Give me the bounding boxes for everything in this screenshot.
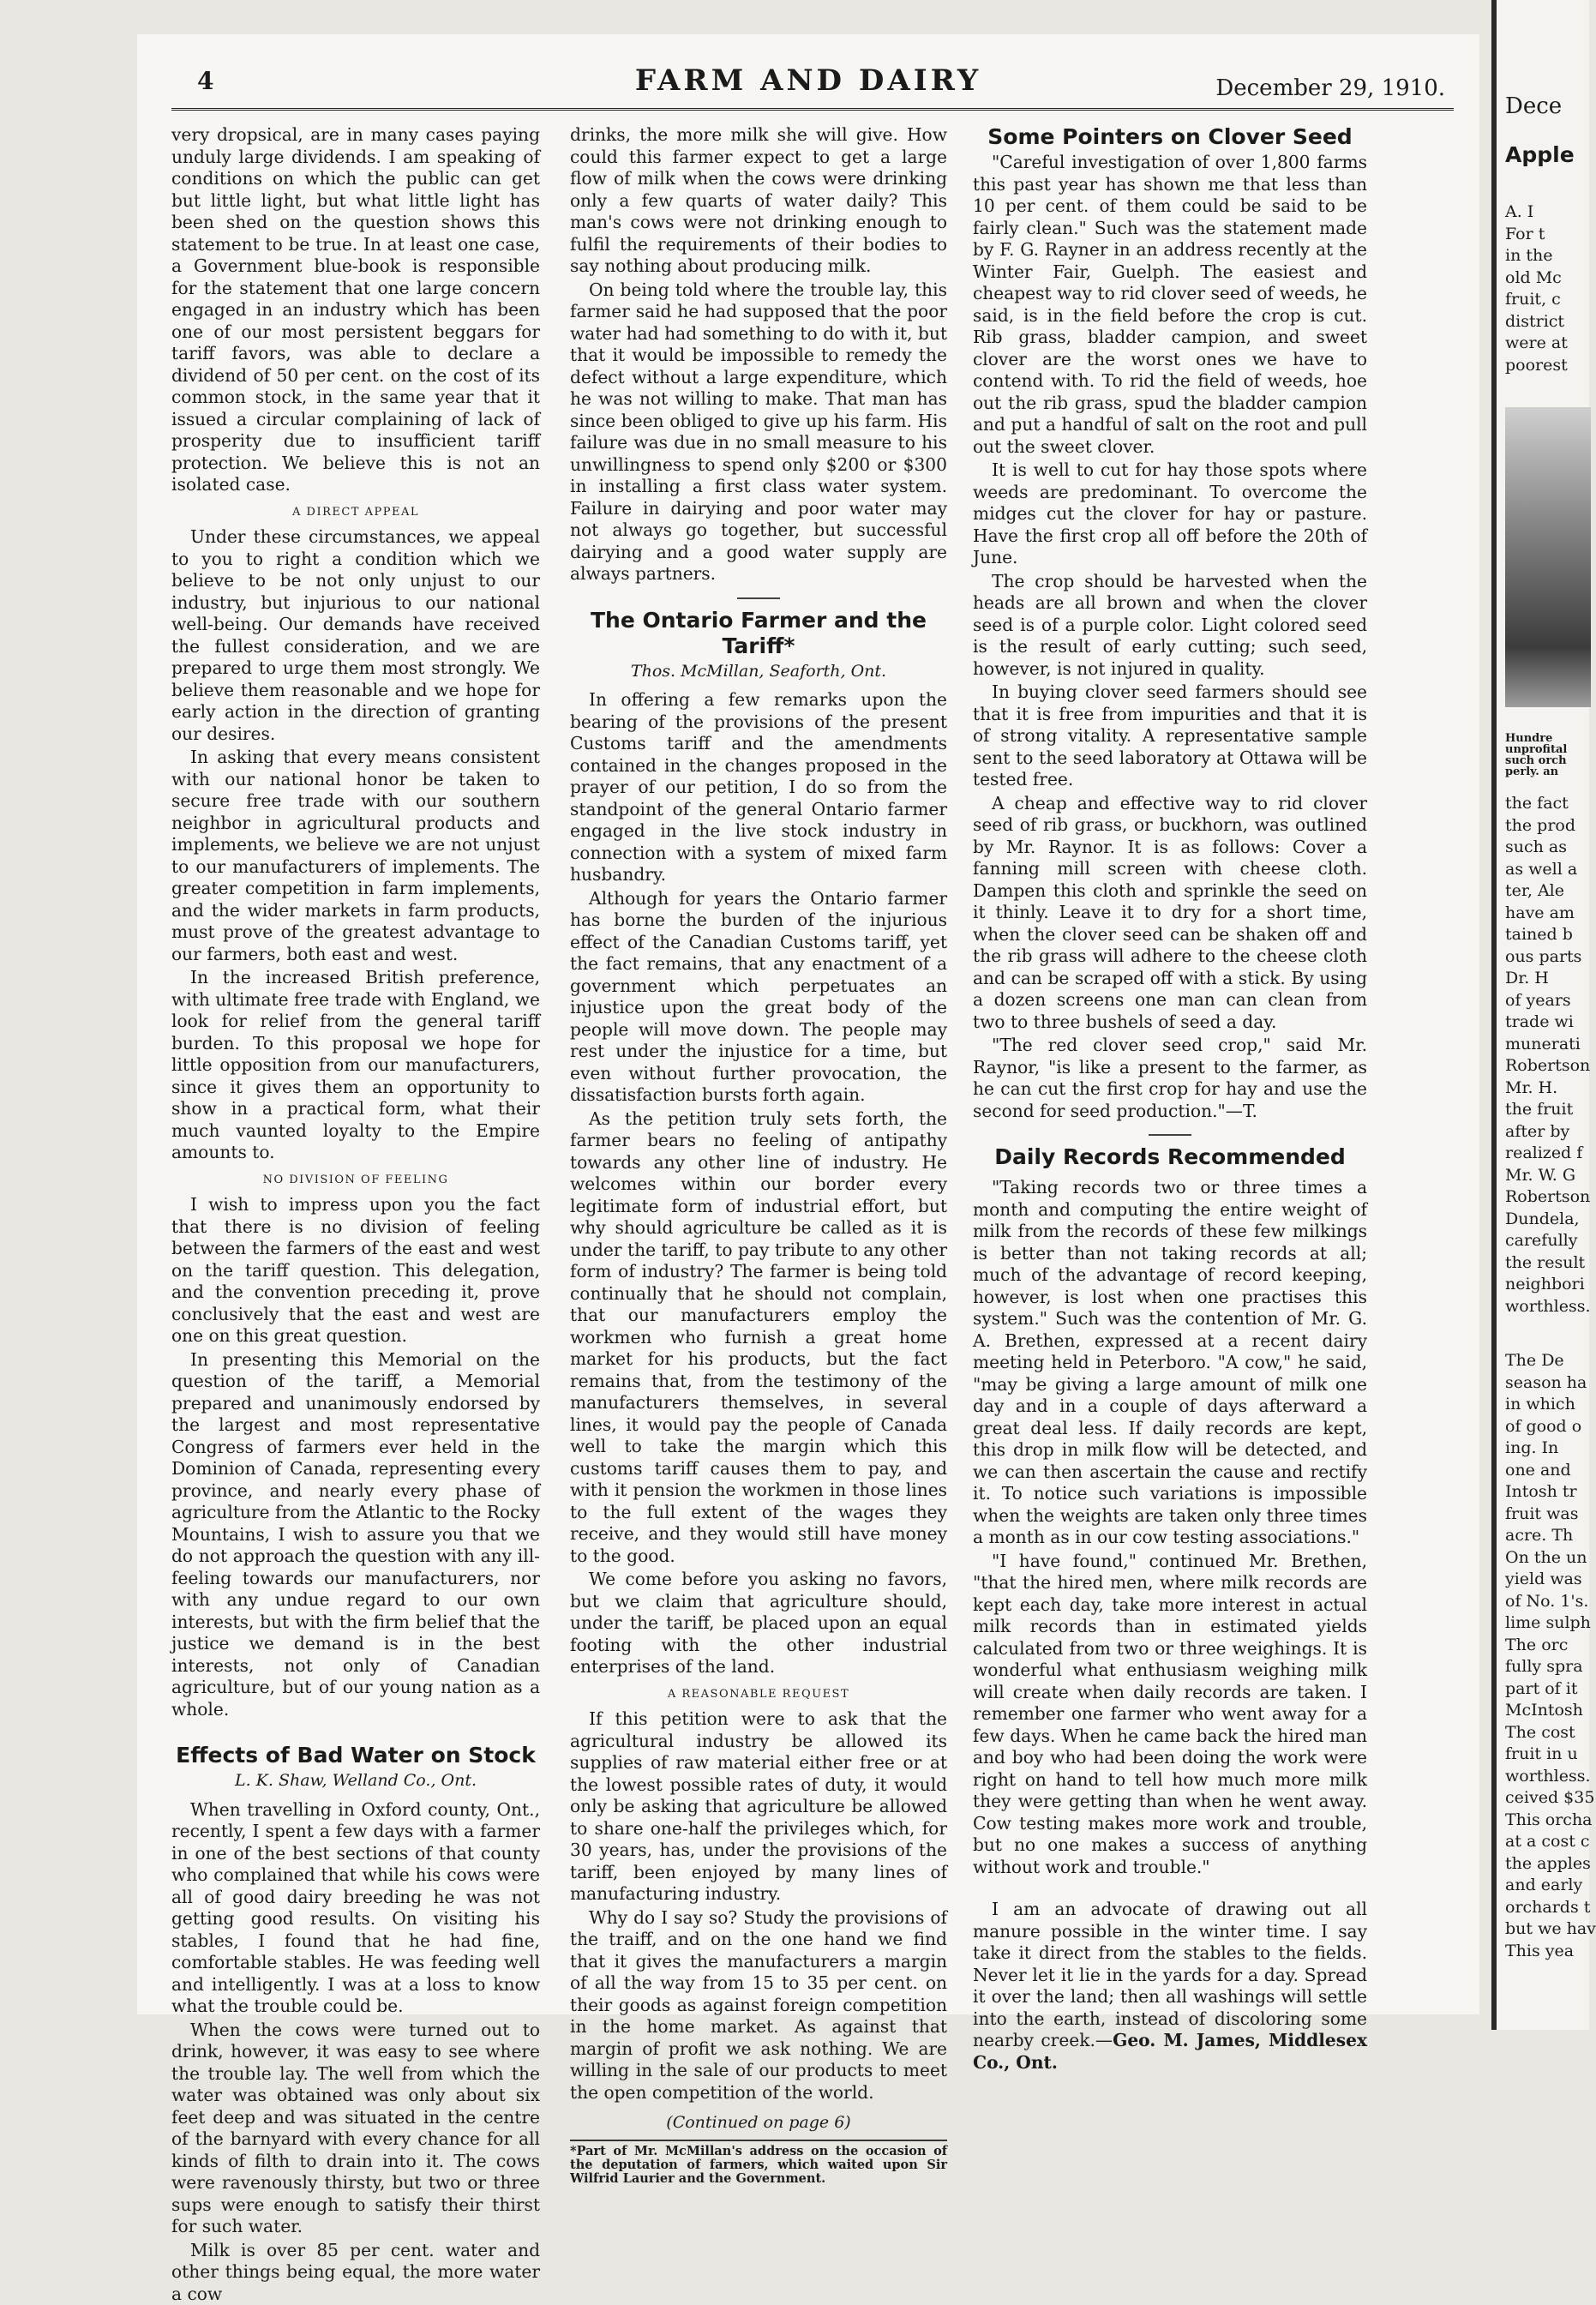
text-line: fully spra — [1505, 1656, 1596, 1678]
byline-mcmillan: Thos. McMillan, Seaforth, Ont. — [570, 661, 947, 683]
adjacent-lines-c — [1505, 1350, 1596, 1962]
paragraph: On being told where the trouble lay, this farmer said he had supposed that the poor water had had something to do with it, but that it would be impossible to remedy the defect without a large expenditure, which he was not willing to make. That man has since been obliged to give up his farm. His failure was due in no small measure to his unwillingness to spend only $200 or $300 in installing a first class water system. Failure in dairying and poor water may not always go together, but successful dairying and a good water supply are always partners. — [570, 279, 947, 585]
records-body — [973, 1177, 1367, 1878]
headline-clover-seed: Some Pointers on Clover Seed — [973, 124, 1367, 150]
text-line: the prod — [1505, 815, 1591, 837]
paragraph: Although for years the Ontario farmer has borne the burden of the injurious effect of the Canadian Customs tariff, yet the fact remains, that any enactment of a government which perpetuates an injustice upon the great body of the people will move down. The people may rest under the injustice for a time, but even without further provocation, the dissatisfaction bursts forth again. — [570, 888, 947, 1107]
paragraph: I wish to impress upon you the fact that there is no division of feeling between the farmers of the east and west on the tariff question. This delegation, and the convention preceding it, prove conclusively that the east and west are one on this great question. — [171, 1194, 540, 1348]
paragraph: It is well to cut for hay those spots where weeds are predominant. To overcome the midges cut the clover for hay or pasture. Have the first crop all off before the 20th of June. — [973, 459, 1367, 569]
header-rule — [171, 108, 1454, 111]
adjacent-lines-a — [1505, 201, 1568, 376]
text-line: of No. 1's. — [1505, 1591, 1596, 1613]
text-line: orchards t — [1505, 1897, 1596, 1919]
text-line: ing. In — [1505, 1438, 1596, 1460]
text-line: have am — [1505, 903, 1591, 925]
paragraph: In buying clover seed farmers should see that it is free from impurities and that it is of strong vitality. A representative sample sent to the seed laboratory at Ottawa will be tested free. — [973, 681, 1367, 791]
subhead-reasonable-request: A REASONABLE REQUEST — [570, 1684, 947, 1706]
subhead-direct-appeal: A DIRECT APPEAL — [171, 501, 540, 524]
paragraph: In presenting this Memorial on the question of the tariff, a Memorial prepared and unanimously endorsed by the largest and most representative Congress of farmers ever held in the Dominion of Canada, representing every province, and nearly every phase of agriculture from the Atlantic to the Rocky Mountains, I wish to assure you that we do not approach the question with any ill-feeling towards our manufacturers, nor with any undue regard to our own interests, but with the firm belief that the justice we demand is in the best interests, not only of Canadian agriculture, but of our young nation as a whole. — [171, 1349, 540, 1721]
page-header — [137, 51, 1479, 129]
text-line: season ha — [1505, 1372, 1596, 1395]
text-line: the result — [1505, 1252, 1591, 1275]
text-line: unprofital — [1505, 744, 1567, 755]
adjacent-headline: Apple — [1505, 144, 1575, 166]
text-line: trade wi — [1505, 1011, 1591, 1034]
byline-shaw: L. K. Shaw, Welland Co., Ont. — [171, 1770, 540, 1792]
column-3 — [973, 124, 1367, 1997]
headline-ontario-tariff: The Ontario Farmer and the Tariff* — [570, 608, 947, 659]
text-line: after by — [1505, 1121, 1591, 1143]
text-line: munerati — [1505, 1034, 1591, 1056]
text-line: Robertson — [1505, 1055, 1591, 1077]
paragraph: Milk is over 85 per cent. water and other things being equal, the more water a cow — [171, 2240, 540, 2305]
text-line: such orch — [1505, 755, 1567, 766]
water-continued-body — [570, 124, 947, 585]
subhead-no-division: NO DIVISION OF FEELING — [171, 1169, 540, 1192]
paragraph: When travelling in Oxford county, Ont., recently, I spent a few days with a farmer in one of the best sections of that county who complained that while his cows were all of good dairy breeding he was not getting good results. On visiting his stables, I found that he had fine, comfortable stables. He was feeding well and intelligently. I was at a loss to know what the trouble could be. — [171, 1799, 540, 2018]
text-line: of years — [1505, 990, 1591, 1012]
text-line: and early — [1505, 1875, 1596, 1897]
text-line: fruit was — [1505, 1504, 1596, 1526]
text-line: neighbori — [1505, 1274, 1591, 1296]
water-body — [171, 1799, 540, 2305]
text-line: fruit, c — [1505, 289, 1568, 311]
text-line: ter, Ale — [1505, 880, 1591, 903]
continued-note: (Continued on page 6) — [570, 2112, 947, 2134]
text-line: acre. Th — [1505, 1525, 1596, 1547]
request-body — [570, 1708, 947, 2104]
text-line: the fact — [1505, 793, 1591, 815]
paragraph: very dropsical, are in many cases paying unduly large dividends. I am speaking of conditions on which the public can get but little light, but what little light has been shed on the question shows this statement to be true. In at least one case, a Government blue-book is responsible for the statement that one large concern engaged in an industry which has been one of our most persistent beggars for tariff favors, was able to declare a dividend of 50 per cent. on the cost of its common stock, in the same year that it issued a circular complaining of lack of prosperity due to insufficient tariff protection. We believe this is not an isolated case. — [171, 124, 540, 496]
adjacent-lines-b — [1505, 793, 1591, 1318]
text-line: part of it — [1505, 1678, 1596, 1701]
newspaper-page — [137, 34, 1479, 2014]
paragraph: In the increased British preference, with ultimate free trade with England, we look for relief from the general tariff burden. To this proposal we hope for little opposition from our manufacturers, since it gives them an opportunity to show in a practical form, what their much vaunted loyalty to the Empire amounts to. — [171, 967, 540, 1164]
adjacent-caption — [1505, 733, 1567, 777]
column-2 — [570, 124, 947, 1997]
text-line: carefully — [1505, 1230, 1591, 1252]
text-line: fruit in u — [1505, 1744, 1596, 1766]
paragraph: "The red clover seed crop," said Mr. Raynor, "is like a present to the farmer, as he can cut the first crop for hay and use the second for seed production."—T. — [973, 1035, 1367, 1122]
page-number: 4 — [197, 67, 213, 95]
text-line: realized f — [1505, 1143, 1591, 1165]
article-separator — [1149, 1134, 1191, 1136]
text-line: On the un — [1505, 1547, 1596, 1570]
headline-bad-water: Effects of Bad Water on Stock — [171, 1743, 540, 1768]
paragraph: Under these circumstances, we appeal to you to right a condition which we believe to be not only unjust to our industry, but injurious to our national well-being. Our demands have received the fullest consideration, and we are prepared to urge them most strongly. We believe them reasonable and we hope for early action in the direction of granting our desires. — [171, 526, 540, 745]
adjacent-page-date: Dece — [1505, 96, 1562, 118]
clover-body — [973, 152, 1367, 1122]
footnote: *Part of Mr. McMillan's address on the occasion of the deputation of farmers, which waited upon Sir Wilfrid Laurier and the Government. — [570, 2140, 947, 2186]
paragraph: In offering a few remarks upon the bearing of the provisions of the present Customs tariff and the amendments contained in the changes proposed in the prayer of our petition, I do so from the standpoint of the general Ontario farmer engaged in the live stock industry in connection with a system of mixed farm husbandry. — [570, 689, 947, 886]
masthead: FARM AND DAIRY — [137, 63, 1479, 98]
text-line: The cost — [1505, 1722, 1596, 1744]
text-line: perly. an — [1505, 766, 1567, 777]
division-body — [171, 1194, 540, 1720]
column-1 — [171, 124, 540, 1997]
intro-body — [171, 124, 540, 496]
text-line: Robertson — [1505, 1186, 1591, 1209]
paragraph: The crop should be harvested when the heads are all brown and when the clover seed is of a purple color. Light colored seed is the result of early cutting; such seed, however, is not injured in quality. — [973, 571, 1367, 681]
text-line: For t — [1505, 224, 1568, 246]
text-line: were at — [1505, 333, 1568, 355]
text-line: Hundre — [1505, 733, 1567, 744]
paragraph: In asking that every means consistent with our national honor be taken to secure free trade with our southern neighbor in agricultural products and implements, we believe we are not unjust to our manufacturers of implements. The greater competition in farm implements, and the wider markets in farm products, must prove of the greatest advantage to our farmers, both east and west. — [171, 747, 540, 965]
text-line: old Mc — [1505, 267, 1568, 290]
text-line: This orcha — [1505, 1810, 1596, 1832]
text-line: district — [1505, 311, 1568, 333]
text-line: The De — [1505, 1350, 1596, 1372]
text-line: ous parts — [1505, 946, 1591, 969]
text-line: McIntosh — [1505, 1700, 1596, 1722]
paragraph: "Taking records two or three times a month and computing the entire weight of milk from the records of these few milkings is better than not taking records at all; much of the advantage of record keeping, however, is lost when one practises this system." Such was the contention of Mr. G. A. Brethen, expressed at a recent dairy meeting held in Peterboro. "A cow," he said, "may be giving a large amount of milk one day and in a couple of days afterward a great deal less. If daily records are kept, this drop in milk flow will be detected, and we can then ascertain the cause and rectify it. To notice such variations is impossible when the weights are taken only three times a month as in our cow testing associations." — [973, 1177, 1367, 1549]
text-line: the apples — [1505, 1853, 1596, 1876]
text-line: such as — [1505, 837, 1591, 859]
text-line: yield was — [1505, 1569, 1596, 1591]
text-line: but we hav — [1505, 1918, 1596, 1941]
manure-text: I am an advocate of drawing out all manure possible in the winter time. I say take it direct from the stables to the fields. Never let it lie in the yards for a day. Spread it over the land; then all washings will settle into the earth, instead of discoloring some nearby creek.— — [973, 1899, 1367, 2050]
text-line: Intosh tr — [1505, 1481, 1596, 1504]
text-line: Mr. H. — [1505, 1077, 1591, 1100]
tariff-body — [570, 689, 947, 1678]
manure-signature: Geo. M. James, Middlesex Co., Ont. — [973, 2030, 1367, 2073]
text-line: ceived $35 — [1505, 1787, 1596, 1810]
text-line: A. I — [1505, 201, 1568, 224]
adjacent-photo — [1505, 407, 1591, 707]
text-line: in which — [1505, 1394, 1596, 1416]
paragraph: drinks, the more milk she will give. How could this farmer expect to get a large flow of milk when the cows were drinking only a few quarts of water daily? This man's cows were not drinking enough to fulfil the requirements of their bodies to say nothing about producing milk. — [570, 124, 947, 278]
text-line: The orc — [1505, 1635, 1596, 1657]
text-line: Mr. W. G — [1505, 1165, 1591, 1187]
paragraph: As the petition truly sets forth, the farmer bears no feeling of antipathy towards any other line of industry. He welcomes within our border every legitimate form of industrial effort, but why should agriculture be called as it is under the tariff, to pay tribute to any other form of industry? The farmer is being told continually that he should not complain, that our manufacturers employ the workmen who furnish a great home market for his products, but the fact remains that, from the testimony of the manufacturers themselves, in several lines, it would pay the people of Canada well to take the margin which this customs tariff causes them to pay, and with it pension the workmen in those lines to the full extent of the wages they receive, and they would still have money to the good. — [570, 1108, 947, 1568]
text-line: This yea — [1505, 1941, 1596, 1963]
paragraph: "Careful investigation of over 1,800 farms this past year has shown me that less than 10 per cent. of them could be said to be fairly clean." Such was the statement made by F. G. Rayner in an address recently at the Winter Fair, Guelph. The easiest and cheapest way to rid clover seed of weeds, he said, is in the field before the crop is cut. Rib grass, bladder campion, and sweet clover are the worst ones we have to contend with. To rid the field of weeds, hoe out the rib grass, spud the bladder campion and put a handful of salt on the root and pull out the sweet clover. — [973, 152, 1367, 458]
text-line: Dr. H — [1505, 968, 1591, 990]
paragraph: When the cows were turned out to drink, however, it was easy to see where the trouble lay. The well from which the water was obtained was only about six feet deep and was situated in the centre of the barnyard with every chance for all kinds of filth to drain into it. The cows were ravenously thirsty, but two or three sups were enough to satisfy their thirst for such water. — [171, 2020, 540, 2238]
text-line: at a cost c — [1505, 1831, 1596, 1853]
paragraph: "I have found," continued Mr. Brethen, "that the hired men, where milk records are kept each day, take more interest in actual milk records than in estimated yields calculated from two or three weighings. It is wonderful what enthusiasm weighing milk will create when daily records are taken. I remember one farmer who went away for a few days. When he came back the hired man and boy who had been doing the work were right on hand to tell how much more milk they were getting than when he went away. Cow testing makes more work and trouble, but no one makes a success of anything without work and trouble." — [973, 1551, 1367, 1879]
text-line: worthless. — [1505, 1766, 1596, 1788]
text-line: of good o — [1505, 1416, 1596, 1438]
text-line: lime sulph — [1505, 1612, 1596, 1635]
text-line: one and — [1505, 1460, 1596, 1482]
issue-date: December 29, 1910. — [1215, 75, 1445, 101]
adjacent-page-strip — [1491, 0, 1589, 2030]
text-line: Dundela, — [1505, 1209, 1591, 1231]
article-separator — [737, 597, 780, 599]
text-line: in the — [1505, 245, 1568, 267]
paragraph: If this petition were to ask that the agricultural industry be allowed its supplies of raw material either free or at the lowest possible rates of duty, it would only be asking that agriculture be allowed to share one-half the privileges which, for 30 years, has, under the provisions of the tariff, been enjoyed by many lines of manufacturing industry. — [570, 1708, 947, 1906]
text-line: as well a — [1505, 859, 1591, 881]
headline-daily-records: Daily Records Recommended — [973, 1144, 1367, 1170]
paragraph: We come before you asking no favors, but we claim that agriculture should, under the tariff, be placed upon an equal footing with the other industrial enterprises of the land. — [570, 1569, 947, 1678]
appeal-body — [171, 526, 540, 1164]
text-line: worthless. — [1505, 1296, 1591, 1318]
paragraph: Why do I say so? Study the provisions of the traiff, and on the one hand we find that it gives the manufacturers a margin of all the way from 15 to 35 per cent. on their goods as against foreign competition in the home market. As against that margin of profit we ask nothing. We are willing in the sale of our products to meet the open competition of the world. — [570, 1907, 947, 2104]
text-line: poorest — [1505, 355, 1568, 377]
paragraph: A cheap and effective way to rid clover seed of rib grass, or buckhorn, was outlined by Mr. Raynor. It is as follows: Cover a fanning mill screen with cheese cloth. Dampen this cloth and sprinkle the seed on it thinly. Leave it to dry for a short time, when the clover seed can be shaken off and the rib grass will adhere to the cheese cloth and can be scraped off with a stick. By using a dozen screens one man can clean from two to three bushels of seed a day. — [973, 793, 1367, 1034]
text-line: the fruit — [1505, 1099, 1591, 1121]
text-line: tained b — [1505, 924, 1591, 946]
manure-paragraph — [973, 1899, 1367, 2074]
